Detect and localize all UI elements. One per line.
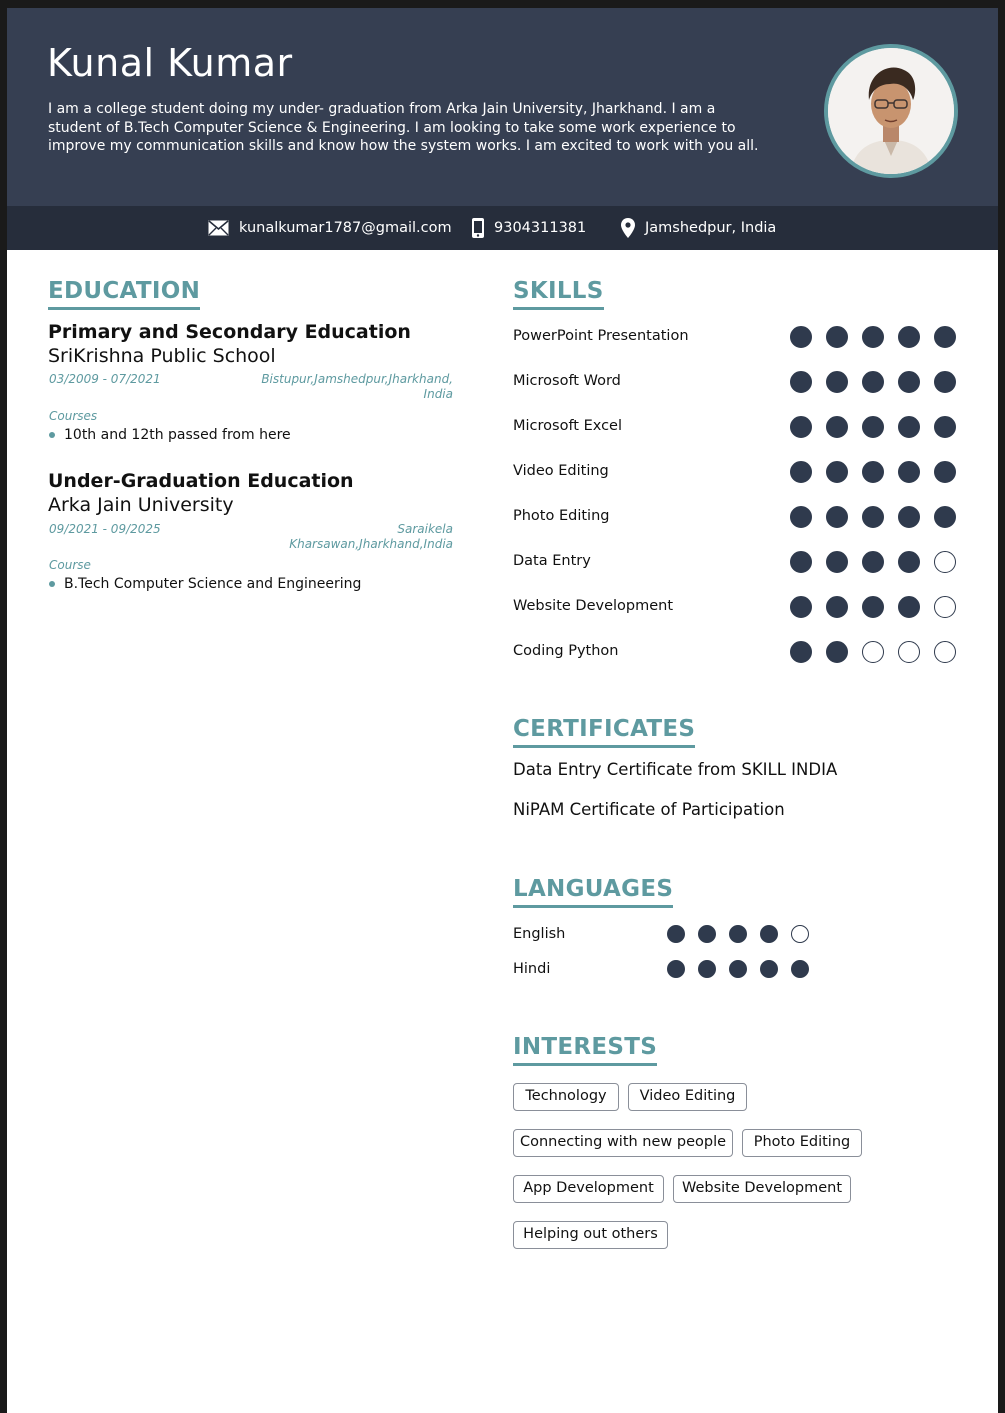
language-row [512, 960, 832, 980]
interest-tag: Website Development [673, 1175, 851, 1203]
rating-dot-filled [934, 371, 956, 393]
education-location [243, 522, 453, 552]
skill-row [512, 506, 962, 530]
language-row [512, 925, 832, 945]
language-name: English [513, 926, 566, 942]
rating-dot-empty [934, 641, 956, 663]
certificate-item: NiPAM Certificate of Participation [513, 800, 785, 819]
rating-dot-filled [862, 596, 884, 618]
bullet-icon [49, 432, 55, 438]
language-rating [667, 960, 827, 980]
rating-dot-filled [790, 596, 812, 618]
rating-dot-filled [862, 416, 884, 438]
education-heading: EDUCATION [48, 278, 200, 310]
skill-row [512, 596, 962, 620]
interest-tag: Photo Editing [742, 1129, 862, 1157]
rating-dot-filled [826, 326, 848, 348]
education-dates: 09/2021 - 09/2025 [49, 522, 161, 536]
rating-dot-filled [826, 506, 848, 528]
phone-icon [472, 218, 484, 238]
rating-dot-filled [826, 371, 848, 393]
rating-dot-empty [862, 641, 884, 663]
rating-dot-filled [729, 960, 747, 978]
rating-dot-filled [934, 326, 956, 348]
interest-tag: Helping out others [513, 1221, 668, 1249]
rating-dot-filled [790, 371, 812, 393]
course-item-text: B.Tech Computer Science and Engineering [64, 576, 362, 592]
rating-dot-filled [898, 371, 920, 393]
education-location-line: Kharsawan,Jharkhand,India [289, 537, 453, 551]
interest-tag: Connecting with new people [513, 1129, 733, 1157]
rating-dot-filled [790, 641, 812, 663]
skill-name: Microsoft Excel [513, 418, 623, 434]
skill-name: PowerPoint Presentation [513, 328, 689, 344]
rating-dot-filled [760, 925, 778, 943]
location-text: Jamshedpur, India [645, 220, 777, 236]
languages-heading: LANGUAGES [513, 876, 673, 908]
rating-dot-filled [791, 960, 809, 978]
skill-rating [790, 596, 970, 620]
rating-dot-filled [826, 596, 848, 618]
courses-label: Course [49, 558, 91, 572]
rating-dot-filled [898, 506, 920, 528]
skill-row [512, 326, 962, 350]
envelope-icon [208, 220, 229, 236]
skills-heading: SKILLS [513, 278, 604, 310]
skill-name: Website Development [513, 598, 674, 614]
rating-dot-empty [934, 596, 956, 618]
interest-tag: Video Editing [628, 1083, 747, 1111]
skill-rating [790, 416, 970, 440]
contact-location [621, 206, 776, 250]
rating-dot-filled [790, 551, 812, 573]
skill-name: Microsoft Word [513, 373, 621, 389]
skill-row [512, 371, 962, 395]
certificate-item: Data Entry Certificate from SKILL INDIA [513, 760, 838, 779]
resume-page [7, 8, 998, 1413]
skill-name: Video Editing [513, 463, 609, 479]
education-location [243, 372, 453, 402]
rating-dot-filled [862, 551, 884, 573]
language-name: Hindi [513, 961, 551, 977]
education-school: SriKrishna Public School [48, 345, 276, 367]
contact-phone[interactable] [472, 206, 586, 250]
rating-dot-filled [862, 461, 884, 483]
education-location-line: Saraikela [397, 522, 453, 536]
interests-heading: INTERESTS [513, 1034, 657, 1066]
skill-rating [790, 326, 970, 350]
skill-name: Coding Python [513, 643, 619, 659]
contact-email[interactable] [208, 206, 452, 250]
education-location-line: India [423, 387, 453, 401]
skill-rating [790, 506, 970, 530]
education-location-line: Bistupur,Jamshedpur,Jharkhand, [261, 372, 453, 386]
skill-rating [790, 641, 970, 665]
rating-dot-filled [898, 326, 920, 348]
summary: I am a college student doing my under- graduation from Arka Jain University, Jharkhand. I am a student of B.Tech Computer Science & Engineering. I am looking to take some work experience to improve my communication skills and know how the system works. I am excited to work with you all. [48, 101, 759, 154]
rating-dot-filled [898, 596, 920, 618]
rating-dot-empty [791, 925, 809, 943]
rating-dot-filled [934, 416, 956, 438]
rating-dot-filled [826, 641, 848, 663]
interest-tag: Technology [513, 1083, 619, 1111]
course-item-text: 10th and 12th passed from here [64, 427, 291, 443]
phone-text: 9304311381 [494, 220, 587, 236]
location-pin-icon [621, 218, 635, 238]
courses-label: Courses [49, 409, 98, 423]
rating-dot-filled [790, 461, 812, 483]
course-item [49, 427, 291, 443]
rating-dot-empty [934, 551, 956, 573]
language-rating [667, 925, 827, 945]
education-title: Primary and Secondary Education [48, 321, 411, 343]
course-item [49, 576, 361, 592]
skill-row [512, 416, 962, 440]
rating-dot-filled [729, 925, 747, 943]
email-text: kunalkumar1787@gmail.com [239, 220, 452, 236]
rating-dot-filled [862, 326, 884, 348]
rating-dot-filled [790, 416, 812, 438]
rating-dot-filled [898, 416, 920, 438]
rating-dot-filled [790, 506, 812, 528]
rating-dot-filled [698, 925, 716, 943]
rating-dot-filled [898, 461, 920, 483]
header [7, 8, 998, 206]
skill-rating [790, 551, 970, 575]
rating-dot-filled [760, 960, 778, 978]
education-school: Arka Jain University [48, 494, 234, 516]
rating-dot-filled [667, 960, 685, 978]
skill-rating [790, 371, 970, 395]
education-title: Under-Graduation Education [48, 470, 354, 492]
education-dates: 03/2009 - 07/2021 [49, 372, 161, 386]
rating-dot-filled [862, 371, 884, 393]
rating-dot-filled [826, 416, 848, 438]
rating-dot-filled [667, 925, 685, 943]
rating-dot-filled [934, 461, 956, 483]
rating-dot-filled [934, 506, 956, 528]
rating-dot-filled [826, 551, 848, 573]
skill-row [512, 551, 962, 575]
contact-bar [7, 206, 998, 250]
rating-dot-filled [826, 461, 848, 483]
skill-name: Photo Editing [513, 508, 610, 524]
profile-photo [824, 44, 958, 178]
skill-row [512, 641, 962, 665]
rating-dot-filled [698, 960, 716, 978]
interest-tag: App Development [513, 1175, 664, 1203]
skill-row [512, 461, 962, 485]
rating-dot-filled [790, 326, 812, 348]
rating-dot-empty [898, 641, 920, 663]
skill-name: Data Entry [513, 553, 591, 569]
avatar [828, 48, 954, 174]
skill-rating [790, 461, 970, 485]
rating-dot-filled [862, 506, 884, 528]
candidate-name: Kunal Kumar [47, 41, 293, 85]
rating-dot-filled [898, 551, 920, 573]
certificates-heading: CERTIFICATES [513, 716, 695, 748]
bullet-icon [49, 581, 55, 587]
